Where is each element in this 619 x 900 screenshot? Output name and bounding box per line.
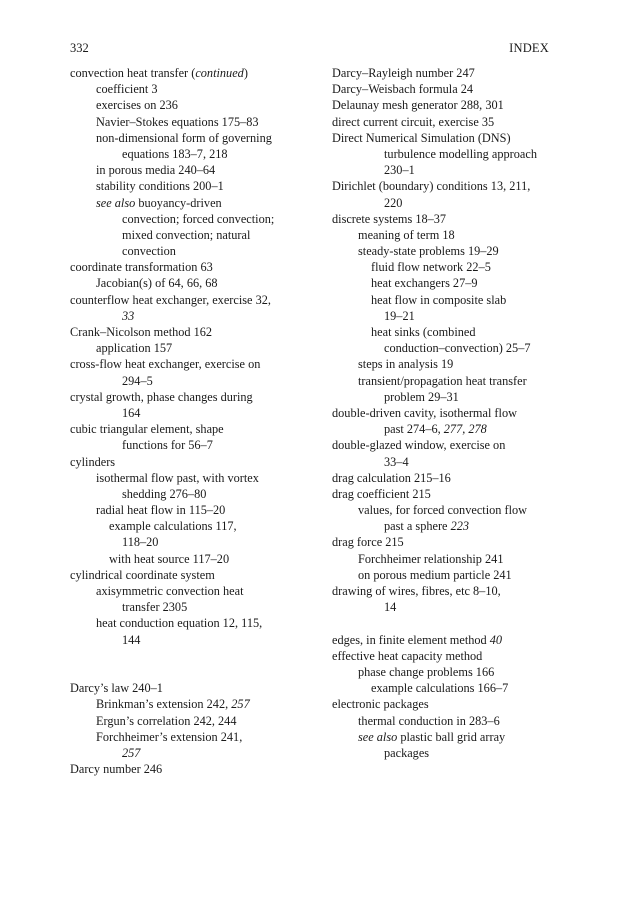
- index-text: direct current circuit, exercise 35: [332, 114, 495, 129]
- index-subentry: [70, 615, 315, 631]
- index-entry: [332, 178, 562, 194]
- index-entry: [332, 211, 562, 227]
- index-subentry: [70, 713, 315, 729]
- index-text-italic: 257: [122, 745, 141, 760]
- index-entry: [332, 648, 562, 664]
- index-entry: [70, 389, 315, 405]
- index-subentry: [332, 292, 562, 308]
- index-text: 220: [384, 195, 403, 210]
- index-text: drawing of wires, fibres, etc 8–10,: [332, 584, 501, 598]
- index-subentry: [70, 146, 315, 162]
- index-text-italic: 223: [450, 519, 470, 534]
- index-text: 14: [384, 600, 397, 615]
- index-text-italic: continued: [195, 66, 244, 80]
- index-subentry: [332, 502, 562, 518]
- index-text: drag force 215: [332, 535, 404, 550]
- index-text: counterflow heat exchanger, exercise 32,: [70, 292, 271, 307]
- index-text: convection: [122, 244, 176, 259]
- index-subentry: [70, 502, 315, 518]
- index-text: cross-flow heat exchanger, exercise on: [70, 357, 261, 372]
- index-text: packages: [384, 745, 430, 760]
- index-text: Darcy’s law 240–1: [70, 681, 163, 696]
- index-text: problem 29–31: [384, 389, 459, 404]
- index-text: 164: [122, 405, 141, 420]
- index-subentry: [70, 632, 315, 648]
- index-subentry: [70, 162, 315, 178]
- index-subentry: [70, 405, 315, 421]
- index-text: discrete systems 18–37: [332, 211, 447, 226]
- index-text: fluid flow network 22–5: [371, 260, 491, 275]
- index-subentry: [332, 259, 562, 275]
- index-subentry: [332, 162, 562, 178]
- index-subentry: [332, 340, 562, 356]
- index-subentry: [70, 97, 315, 113]
- index-text: equations 183–7, 218: [122, 146, 228, 161]
- index-text: cubic triangular element, shape: [70, 422, 224, 437]
- index-entry: [332, 130, 562, 146]
- index-text: values, for forced convection flow: [358, 503, 528, 518]
- index-text-italic: 33: [122, 308, 135, 323]
- index-entry: [70, 65, 315, 81]
- index-text: Direct Numerical Simulation (DNS): [332, 130, 511, 145]
- index-subentry: [332, 729, 562, 745]
- index-subentry: [70, 308, 315, 324]
- index-text: with heat source 117–20: [109, 551, 230, 566]
- index-text: 144: [122, 632, 141, 647]
- index-subentry: [332, 243, 562, 259]
- index-entry: [70, 454, 315, 470]
- index-text: electronic packages: [332, 697, 429, 712]
- index-subentry: [332, 713, 562, 729]
- index-entry: [70, 761, 315, 777]
- index-subentry: [70, 745, 315, 761]
- running-title: INDEX: [509, 41, 549, 55]
- index-subentry: [70, 486, 315, 502]
- index-subentry: [70, 243, 315, 259]
- index-entry: [332, 486, 562, 502]
- index-subentry: [332, 680, 562, 696]
- index-subentry: [70, 178, 315, 194]
- index-text: heat flow in composite slab: [371, 292, 507, 307]
- index-text: Delaunay mesh generator 288, 301: [332, 98, 504, 113]
- index-subentry: [70, 81, 315, 97]
- index-subentry: [70, 696, 315, 712]
- index-text: plastic ball grid array: [397, 729, 506, 744]
- index-subentry: [332, 567, 562, 583]
- index-subentry: [70, 340, 315, 356]
- index-text: radial heat flow in 115–20: [96, 503, 226, 518]
- index-text: application 157: [96, 341, 173, 356]
- index-entry: [70, 259, 315, 275]
- index-text: 118–20: [122, 535, 159, 550]
- index-text: cylinders: [70, 454, 116, 469]
- index-subentry: [332, 227, 562, 243]
- index-text: Forchheimer’s extension 241,: [96, 729, 243, 744]
- index-text: example calculations 117,: [109, 519, 237, 534]
- index-subentry: [70, 470, 315, 486]
- index-subentry: [70, 534, 315, 550]
- index-column-right: [332, 65, 562, 761]
- index-subentry: [332, 599, 562, 615]
- index-subentry: [70, 551, 315, 567]
- index-text: 19–21: [384, 308, 415, 323]
- index-text: mixed convection; natural: [122, 227, 251, 242]
- index-text: double-driven cavity, isothermal flow: [332, 405, 517, 420]
- index-text: edges, in finite element method: [332, 632, 490, 647]
- index-entry: [332, 632, 562, 648]
- index-text: steady-state problems 19–29: [358, 244, 499, 259]
- index-entry: [332, 534, 562, 550]
- index-text: effective heat capacity method: [332, 648, 483, 663]
- index-subentry: [70, 275, 315, 291]
- index-subentry: [332, 373, 562, 389]
- index-subentry: [70, 227, 315, 243]
- index-text: exercises on 236: [96, 98, 178, 113]
- index-text-italic: see also: [96, 195, 136, 210]
- index-text: Darcy–Rayleigh number 247: [332, 66, 475, 80]
- index-subentry: [70, 373, 315, 389]
- index-text: Crank–Nicolson method 162: [70, 325, 213, 339]
- index-text: stability conditions 200–1: [96, 179, 224, 194]
- index-subentry: [70, 599, 315, 615]
- index-entry: [332, 696, 562, 712]
- index-text: shedding 276–80: [122, 486, 207, 501]
- index-entry: [332, 583, 562, 599]
- index-text: heat sinks (combined: [371, 325, 476, 339]
- index-text: in porous media 240–64: [96, 163, 216, 178]
- index-subentry: [332, 275, 562, 291]
- index-text: turbulence modelling approach: [384, 146, 537, 161]
- index-entry: [332, 437, 562, 453]
- index-entry: [70, 324, 315, 340]
- index-subentry: [70, 130, 315, 146]
- index-text: coordinate transformation 63: [70, 260, 213, 275]
- index-subentry: [332, 308, 562, 324]
- index-column-left: [70, 65, 315, 777]
- index-text: ): [243, 66, 248, 80]
- index-text: transient/propagation heat transfer: [358, 373, 527, 388]
- index-spacer: [70, 648, 315, 664]
- index-entry: [332, 405, 562, 421]
- index-entry: [70, 356, 315, 372]
- index-subentry: [332, 421, 562, 437]
- index-text: non-dimensional form of governing: [96, 130, 272, 145]
- running-header: [70, 40, 549, 56]
- index-text-italic: 277, 278: [443, 422, 487, 437]
- index-text: steps in analysis 19: [358, 357, 454, 372]
- index-subentry: [332, 454, 562, 470]
- index-text: drag coefficient 215: [332, 486, 431, 501]
- index-entry: [70, 292, 315, 308]
- index-text: functions for 56–7: [122, 438, 213, 453]
- index-text: example calculations 166–7: [371, 681, 509, 696]
- index-subentry: [332, 518, 562, 534]
- index-subentry: [332, 324, 562, 340]
- index-entry: [332, 81, 562, 97]
- index-text: Darcy–Weisbach formula 24: [332, 82, 474, 97]
- index-subentry: [332, 551, 562, 567]
- index-text: 230–1: [384, 163, 415, 178]
- index-entry: [332, 114, 562, 130]
- index-text: 33–4: [384, 454, 409, 469]
- index-text: axisymmetric convection heat: [96, 584, 244, 598]
- index-text-italic: 40: [489, 632, 503, 647]
- index-text: Jacobian(s) of 64, 66, 68: [96, 276, 218, 291]
- index-subentry: [70, 211, 315, 227]
- index-text: coefficient 3: [96, 82, 158, 97]
- index-text: transfer 2305: [122, 600, 188, 615]
- index-entry: [332, 470, 562, 486]
- index-text: heat exchangers 27–9: [371, 276, 478, 291]
- index-subentry: [332, 146, 562, 162]
- index-subentry: [332, 389, 562, 405]
- index-text: convection; forced convection;: [122, 211, 275, 226]
- index-text: drag calculation 215–16: [332, 470, 451, 485]
- index-entry: [70, 680, 315, 696]
- index-subentry: [70, 729, 315, 745]
- index-text-italic: 257: [231, 697, 250, 712]
- index-spacer: [70, 664, 315, 680]
- index-subentry: [70, 583, 315, 599]
- index-subentry: [332, 356, 562, 372]
- index-text: meaning of term 18: [358, 227, 455, 242]
- index-text: Darcy number 246: [70, 762, 163, 777]
- index-text: 294–5: [122, 373, 153, 388]
- index-text: phase change problems 166: [358, 664, 495, 679]
- index-subentry: [70, 518, 315, 534]
- index-text: cylindrical coordinate system: [70, 567, 215, 582]
- index-text: conduction–convection) 25–7: [384, 341, 531, 356]
- index-text: Dirichlet (boundary) conditions 13, 211,: [332, 179, 531, 194]
- index-spacer: [332, 615, 562, 631]
- index-text: double-glazed window, exercise on: [332, 438, 506, 453]
- index-subentry: [332, 664, 562, 680]
- index-text: Navier–Stokes equations 175–83: [96, 114, 259, 129]
- index-entry: [332, 97, 562, 113]
- index-entry: [70, 567, 315, 583]
- index-text: past 274–6,: [384, 422, 444, 437]
- index-subentry: [332, 745, 562, 761]
- index-subentry: [70, 114, 315, 130]
- index-entry: [332, 65, 562, 81]
- index-text: on porous medium particle 241: [358, 567, 512, 582]
- index-subentry: [332, 195, 562, 211]
- index-text-italic: see also: [358, 729, 398, 744]
- index-text: Forchheimer relationship 241: [358, 551, 504, 566]
- index-text: buoyancy-driven: [135, 195, 222, 210]
- index-text: convection heat transfer (: [70, 66, 196, 80]
- index-text: past a sphere: [384, 519, 451, 534]
- index-text: heat conduction equation 12, 115,: [96, 616, 263, 631]
- index-subentry: [70, 195, 315, 211]
- page-number: 332: [70, 41, 89, 55]
- index-text: isothermal flow past, with vortex: [96, 470, 259, 485]
- index-entry: [70, 421, 315, 437]
- index-text: Brinkman’s extension 242,: [96, 697, 232, 712]
- index-text: thermal conduction in 283–6: [358, 713, 500, 728]
- index-subentry: [70, 437, 315, 453]
- index-text: Ergun’s correlation 242, 244: [96, 713, 237, 728]
- index-text: crystal growth, phase changes during: [70, 389, 253, 404]
